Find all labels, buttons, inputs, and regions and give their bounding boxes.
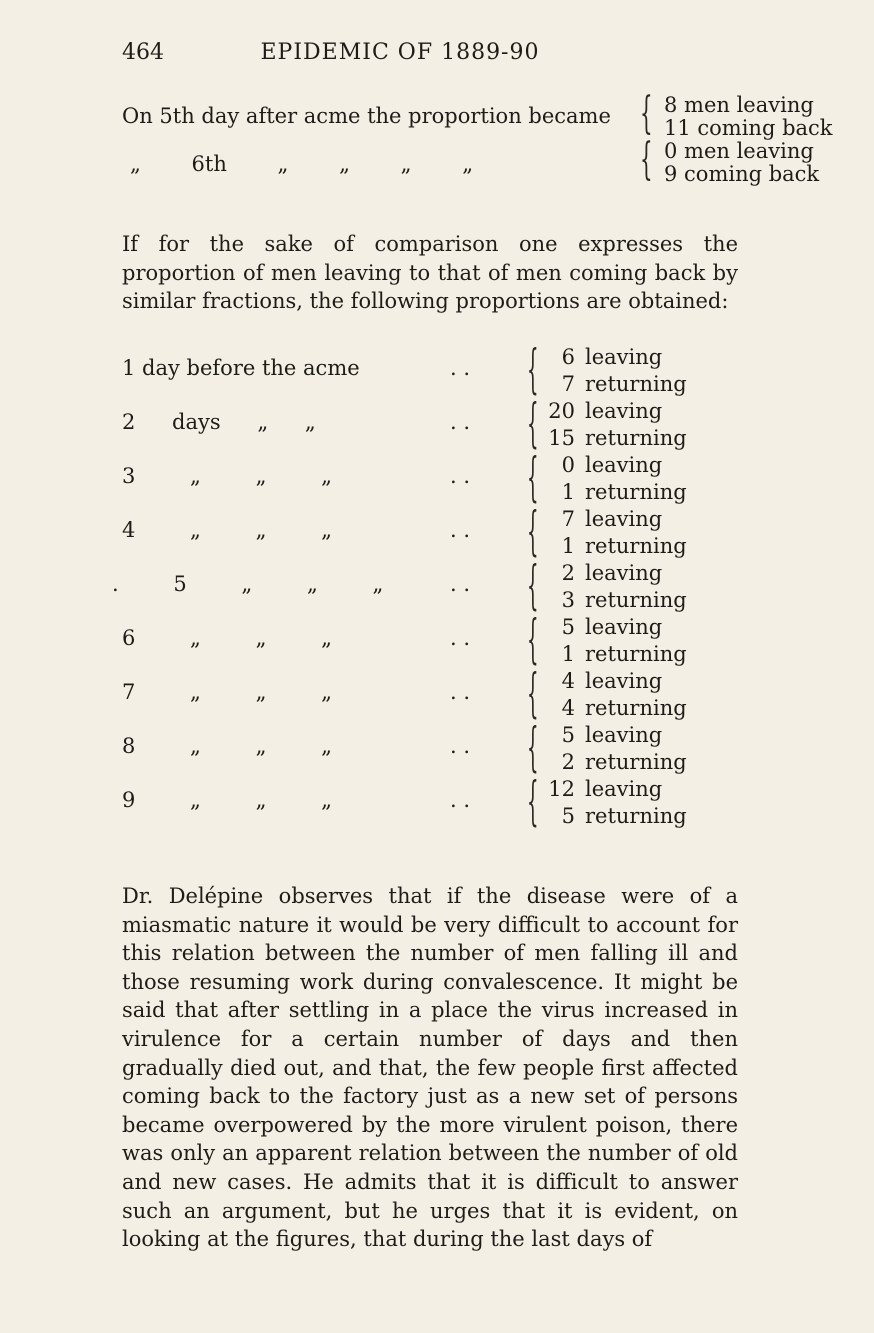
row-label: 2 days „ „ xyxy=(122,410,316,434)
leaving-count: 4 xyxy=(561,669,575,693)
returning-word: returning xyxy=(585,372,687,396)
brace-icon: { xyxy=(640,134,653,185)
leaving-count: 20 xyxy=(548,399,575,423)
leaving-word: leaving xyxy=(585,507,663,531)
leader-dots: . . xyxy=(450,410,471,434)
row-values xyxy=(547,506,747,560)
brace-icon: { xyxy=(527,340,539,400)
returning-count: 1 xyxy=(561,642,575,666)
row-label: 4 „ „ „ xyxy=(122,518,333,542)
leaving-word: leaving xyxy=(585,615,663,639)
leader-dots: . . xyxy=(450,680,471,704)
lead-row-6th-text: „ 6th „ „ „ „ xyxy=(130,152,474,176)
row-label: . 5 „ „ „ xyxy=(112,572,384,596)
paragraph-delepine: Dr. Delépine observes that if the disease were of a miasmatic nature it would be very difficult to account for this relation between the number of men falling ill and those resuming work during convalescence. It might be said that after settling in a place the virus increased in virulence for a certain number of days and then gradually died out, and that, the few people first affected coming back to the factory just as a new set of persons became overpowered by the more virulent poison, there was only an apparent relation between the number of old and new cases. He admits that it is difficult to answer such an argument, but he urges that it is evident, on looking at the figures, that during the last days of xyxy=(122,884,738,1252)
table-row xyxy=(122,394,742,454)
brace-icon: { xyxy=(527,664,539,724)
leaving-word: leaving xyxy=(585,723,663,747)
returning-count: 15 xyxy=(548,426,575,450)
leaving-count: 7 xyxy=(561,507,575,531)
returning-count: 1 xyxy=(561,480,575,504)
brace-icon: { xyxy=(527,718,539,778)
proportions-table xyxy=(112,340,742,832)
returning-word: returning xyxy=(585,804,687,828)
lead-row-6th xyxy=(130,152,473,176)
lead-value: 11 coming back xyxy=(664,116,833,140)
returning-count: 4 xyxy=(561,696,575,720)
row-label: 8 „ „ „ xyxy=(122,734,333,758)
brace-icon: { xyxy=(527,610,539,670)
leader-dots: . . xyxy=(450,788,471,812)
lead-row-6th-values xyxy=(664,140,874,186)
leaving-word: leaving xyxy=(585,453,663,477)
returning-count: 2 xyxy=(561,750,575,774)
paragraph-comparison: If for the sake of comparison one expresses the proportion of men leaving to that of men coming back by similar fractions, the following proportions are obtained: xyxy=(122,232,738,314)
brace-icon: { xyxy=(527,394,539,454)
row-label: 7 „ „ „ xyxy=(122,680,333,704)
returning-count: 5 xyxy=(561,804,575,828)
returning-word: returning xyxy=(585,750,687,774)
returning-count: 1 xyxy=(561,534,575,558)
returning-count: 3 xyxy=(561,588,575,612)
leaving-count: 2 xyxy=(561,561,575,585)
lead-row-5th-text: On 5th day after acme the proportion became xyxy=(122,104,611,128)
running-title: EPIDEMIC OF 1889-90 xyxy=(260,40,540,65)
table-row xyxy=(122,718,742,778)
leader-dots: . . xyxy=(450,356,471,380)
row-label: 6 „ „ „ xyxy=(122,626,333,650)
table-row xyxy=(112,556,742,616)
brace-icon: { xyxy=(527,556,539,616)
leaving-word: leaving xyxy=(585,561,663,585)
row-label: 9 „ „ „ xyxy=(122,788,333,812)
lead-proportions xyxy=(122,88,833,186)
returning-word: returning xyxy=(585,588,687,612)
row-label: 3 „ „ „ xyxy=(122,464,333,488)
row-values xyxy=(547,560,747,614)
returning-word: returning xyxy=(585,480,687,504)
lead-row-5th xyxy=(122,104,611,128)
returning-word: returning xyxy=(585,642,687,666)
lead-value: 0 men leaving xyxy=(664,139,814,163)
lead-row-5th-values xyxy=(664,94,874,140)
table-row xyxy=(122,502,742,562)
lead-value: 8 men leaving xyxy=(664,93,814,117)
table-row xyxy=(122,448,742,508)
returning-count: 7 xyxy=(561,372,575,396)
row-values xyxy=(547,452,747,506)
page-header xyxy=(0,40,800,80)
returning-word: returning xyxy=(585,534,687,558)
lead-value: 9 coming back xyxy=(664,162,820,186)
leaving-word: leaving xyxy=(585,345,663,369)
table-row xyxy=(122,340,742,400)
leaving-word: leaving xyxy=(585,777,663,801)
leader-dots: . . xyxy=(450,464,471,488)
row-values xyxy=(547,614,747,668)
leader-dots: . . xyxy=(450,734,471,758)
row-values xyxy=(547,776,747,830)
returning-word: returning xyxy=(585,696,687,720)
leaving-count: 5 xyxy=(561,723,575,747)
brace-icon: { xyxy=(527,448,539,508)
row-values xyxy=(547,398,747,452)
leaving-count: 0 xyxy=(561,453,575,477)
row-values xyxy=(547,344,747,398)
page-number: 464 xyxy=(122,40,164,65)
row-values xyxy=(547,722,747,776)
leaving-word: leaving xyxy=(585,399,663,423)
leaving-count: 6 xyxy=(561,345,575,369)
row-values xyxy=(547,668,747,722)
brace-icon: { xyxy=(527,772,539,832)
returning-word: returning xyxy=(585,426,687,450)
leader-dots: . . xyxy=(450,572,471,596)
table-row xyxy=(122,664,742,724)
leaving-word: leaving xyxy=(585,669,663,693)
leader-dots: . . xyxy=(450,626,471,650)
table-row xyxy=(122,772,742,832)
leader-dots: . . xyxy=(450,518,471,542)
brace-icon: { xyxy=(527,502,539,562)
table-row xyxy=(122,610,742,670)
leaving-count: 5 xyxy=(561,615,575,639)
leaving-count: 12 xyxy=(548,777,575,801)
brace-icon: { xyxy=(640,88,653,139)
row-label: 1 day before the acme xyxy=(122,356,360,380)
